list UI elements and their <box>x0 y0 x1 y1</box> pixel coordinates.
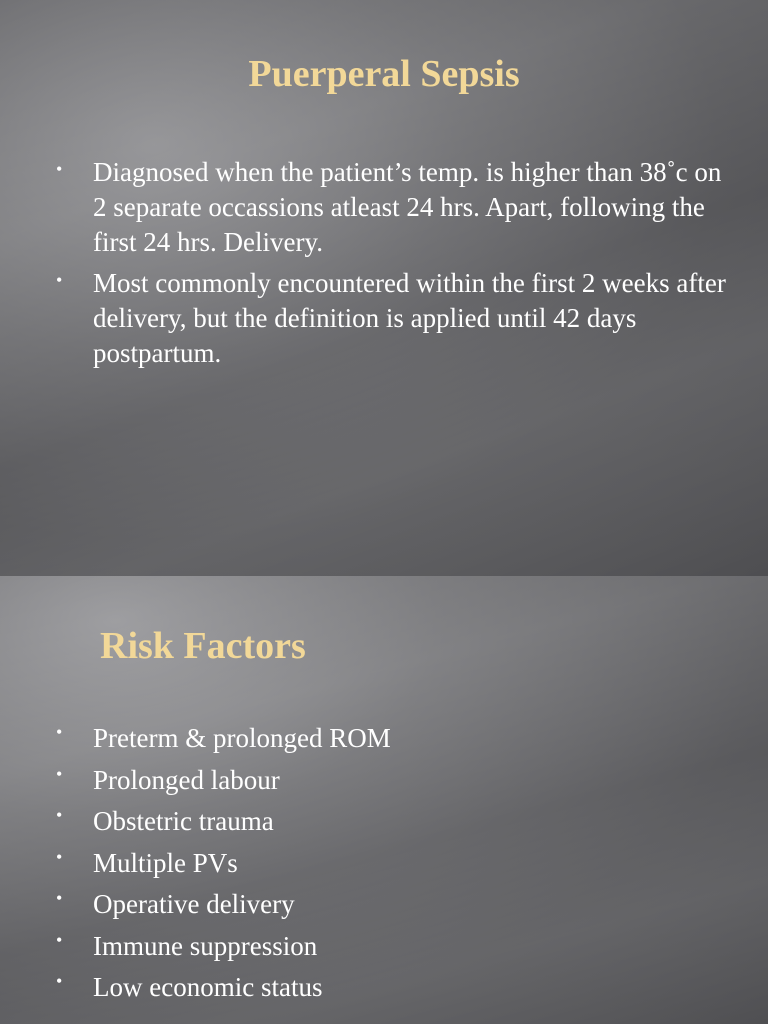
bullet-dot-icon: • <box>56 888 63 908</box>
slide-risk-factors <box>0 576 768 1024</box>
bullet-dot-icon: • <box>56 971 63 991</box>
bullet-text: Low economic status <box>93 972 323 1002</box>
bullet-text: Multiple PVs <box>93 847 238 878</box>
bullet-dot-icon: • <box>56 805 63 825</box>
bullet-text: Preterm & prolonged ROM <box>93 723 391 753</box>
bullet-dot-icon: • <box>56 722 63 742</box>
bullet-item <box>56 266 726 371</box>
bullet-item <box>56 884 726 926</box>
bullet-dot-icon: • <box>56 159 63 179</box>
bullet-item <box>56 760 726 802</box>
bullet-dot-icon: • <box>56 929 63 950</box>
bullet-item <box>56 926 726 968</box>
bullet-dot-icon: • <box>56 846 63 867</box>
bullet-text: Prolonged labour <box>93 764 280 795</box>
bullet-dot-icon: • <box>56 270 63 290</box>
bullet-text: Immune suppression <box>93 930 318 961</box>
bullet-item <box>56 718 726 760</box>
bullet-text: Most commonly encountered within the first 2 weeks after delivery, but the definition is applied until 42 days postpartum. <box>93 268 726 368</box>
slide-title: Puerperal Sepsis <box>248 53 520 95</box>
bullet-item <box>56 801 726 843</box>
bullet-item <box>56 843 726 885</box>
bullet-list <box>56 718 726 1009</box>
bullet-text: Operative delivery <box>93 889 295 919</box>
slide-title: Risk Factors <box>100 625 306 667</box>
bullet-text: Obstetric trauma <box>93 806 274 836</box>
bullet-item <box>56 967 726 1009</box>
bullet-item <box>56 155 726 260</box>
bullet-text: Diagnosed when the patient’s temp. is higher than 38˚c on 2 separate occassions atleast 24 hrs. Apart, following the first 24 hrs. Delivery. <box>93 157 722 257</box>
bullet-list <box>56 155 726 377</box>
bullet-dot-icon: • <box>56 763 63 784</box>
